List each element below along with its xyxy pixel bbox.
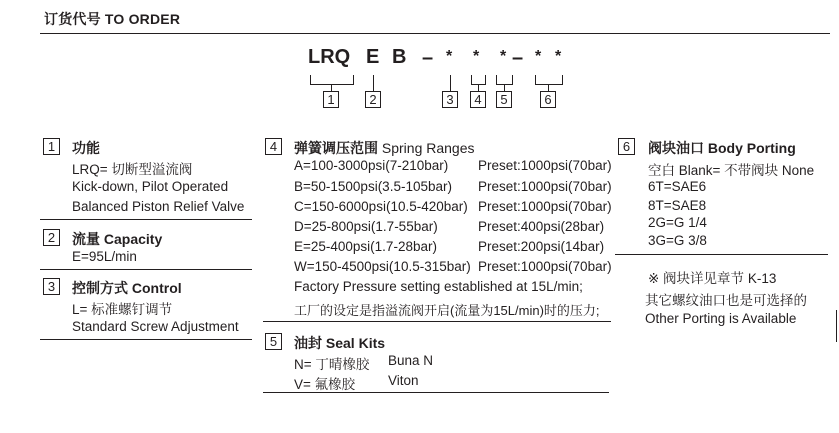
section-divider <box>263 321 611 322</box>
spring-preset: Preset:1000psi(70bar) <box>478 158 612 173</box>
section-title: 阀块油口 Body Porting <box>648 140 796 156</box>
seal-name: Buna N <box>388 353 434 368</box>
model-code-porting-1: * <box>535 48 542 65</box>
edge-mark <box>836 310 837 342</box>
code-box-6: 6 <box>540 91 556 108</box>
spring-range: E=25-400psi(1.7-28bar) <box>294 239 437 254</box>
capacity-line: E=95L/min <box>72 249 137 264</box>
seal-name: Viton <box>388 373 419 388</box>
spring-range: C=150-6000psi(10.5-420bar) <box>294 199 468 214</box>
spring-note-en: Factory Pressure setting established at 15L/min; <box>294 279 583 294</box>
spring-preset: Preset:200psi(14bar) <box>478 239 605 254</box>
spring-range: D=25-800psi(1.7-55bar) <box>294 219 438 234</box>
section-number: 4 <box>265 138 282 155</box>
porting-note: Other Porting is Available <box>645 311 797 326</box>
connector-line <box>331 84 332 91</box>
section-title: 油封 Seal Kits <box>294 335 386 351</box>
section-divider <box>615 254 828 255</box>
connector-line <box>373 75 374 91</box>
section-title-en: Spring Ranges <box>381 140 475 156</box>
porting-line: 8T=SAE8 <box>648 198 707 213</box>
code-box-5: 5 <box>496 91 512 108</box>
function-line: LRQ= 切断型溢流阀 <box>72 162 193 177</box>
connector-line <box>548 84 549 91</box>
connector-line <box>535 84 563 85</box>
section-divider <box>40 339 252 340</box>
section-divider <box>40 269 252 270</box>
section-title-cn: 弹簧调压范围 <box>294 140 378 156</box>
section-divider <box>263 392 609 393</box>
model-code-dash: – <box>512 47 524 69</box>
section-divider <box>40 219 252 220</box>
model-code-porting-2: * <box>555 48 562 65</box>
section-title: 控制方式 Control <box>72 280 182 296</box>
porting-line: 空白 Blank= 不带阀块 None <box>648 163 815 178</box>
section-number: 1 <box>43 138 60 155</box>
spring-preset: Preset:1000psi(70bar) <box>478 199 612 214</box>
seal-code: V= 氟橡胶 <box>294 377 356 392</box>
spring-note-cn: 工厂的设定是指溢流阀开启(流量为15L/min)时的压力; <box>294 303 600 318</box>
connector-line <box>504 84 505 91</box>
title-divider <box>40 33 830 34</box>
section-title: 流量 Capacity <box>72 231 163 247</box>
code-box-3: 3 <box>442 91 458 108</box>
spring-range: A=100-3000psi(7-210bar) <box>294 158 449 173</box>
control-line: Standard Screw Adjustment <box>72 319 239 334</box>
model-code-spring: * <box>473 48 480 65</box>
model-code-series: LRQ <box>308 46 351 68</box>
section-number: 6 <box>618 138 635 155</box>
function-line: Balanced Piston Relief Valve <box>72 199 245 214</box>
porting-line: 6T=SAE6 <box>648 179 707 194</box>
connector-line <box>478 84 479 91</box>
seal-code: N= 丁晴橡胶 <box>294 357 370 372</box>
code-box-1: 1 <box>323 91 339 108</box>
control-line: L= 标准螺钉调节 <box>72 302 173 317</box>
model-code-seal: * <box>500 48 507 65</box>
section-title: 功能 <box>72 140 100 156</box>
spring-preset: Preset:1000psi(70bar) <box>478 259 612 274</box>
model-code-dash: – <box>422 47 434 69</box>
porting-note: ※ 阀块详见章节 K-13 <box>648 271 777 286</box>
model-code-b: B <box>392 46 407 68</box>
porting-note: 其它螺纹油口也是可选择的 <box>645 293 807 308</box>
section-number: 5 <box>265 333 282 350</box>
code-box-4: 4 <box>470 91 486 108</box>
spring-range: B=50-1500psi(3.5-105bar) <box>294 179 452 194</box>
porting-line: 2G=G 1/4 <box>648 215 707 230</box>
section-number: 2 <box>43 229 60 246</box>
function-line: Kick-down, Pilot Operated <box>72 179 229 194</box>
connector-line <box>310 84 354 85</box>
spring-preset: Preset:1000psi(70bar) <box>478 179 612 194</box>
spring-range: W=150-4500psi(10.5-315bar) <box>294 259 471 274</box>
page-title: 订货代号 TO ORDER <box>44 11 181 27</box>
code-box-2: 2 <box>365 91 381 108</box>
model-code-control: * <box>446 48 453 65</box>
section-number: 3 <box>43 278 60 295</box>
spring-preset: Preset:400psi(28bar) <box>478 219 605 234</box>
model-code-capacity: E <box>366 46 380 68</box>
porting-line: 3G=G 3/8 <box>648 233 707 248</box>
connector-line <box>450 75 451 91</box>
section-title <box>294 138 475 158</box>
